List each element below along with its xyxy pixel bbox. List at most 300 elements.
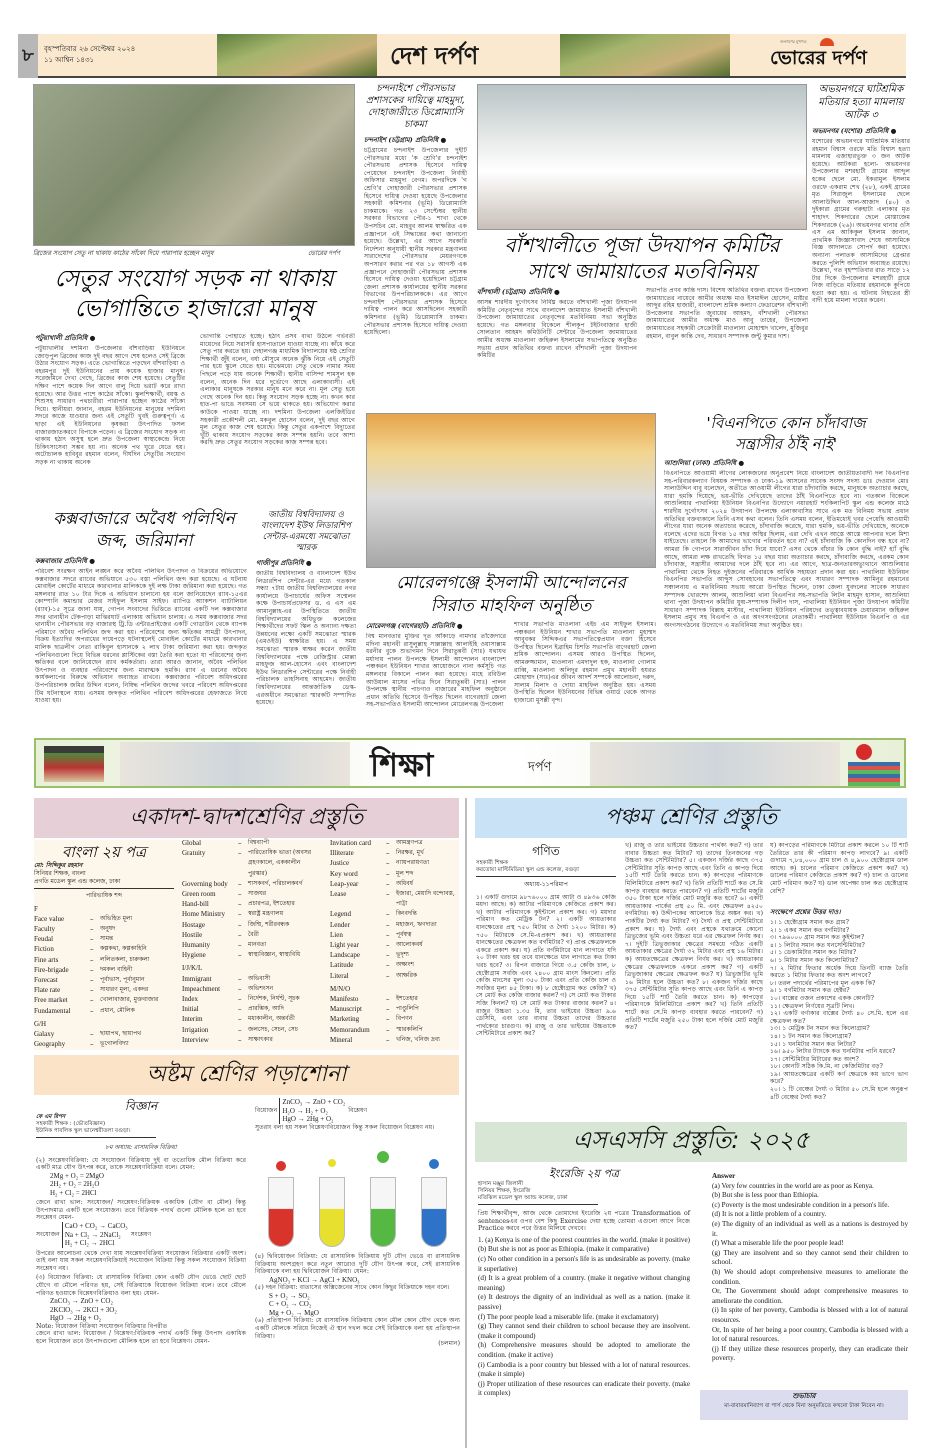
vocab-meaning: ছায়াপথ, ছায়াপথ [100, 1030, 142, 1038]
short-question: ২০। ১ টি বেঞ্চের দৈর্ঘ্য ৩ মিটার ৫০ সে.মি হলে অনুরূপ ৪টি বেঞ্চের দৈর্ঘ্য কত? [770, 1086, 908, 1101]
morrelganj-col-1 [366, 620, 506, 733]
class8-eq2-label: সংযোজন [36, 1231, 60, 1239]
equation: HgO → 2Hg + O₂ [282, 1115, 334, 1123]
vocab-term: Faculty [34, 925, 55, 933]
vocab-dash: – [386, 1035, 390, 1044]
class5-short-questions [770, 919, 908, 1101]
vocab-dash: – [238, 1035, 242, 1044]
coxsbazar-headline[interactable] [33, 508, 255, 552]
vocab-dash: – [90, 1040, 94, 1049]
ssc-answer: (a) Very few countries in the world are as poor as Kenya. [712, 1181, 874, 1190]
equation: HgO → 2Hg + O₂ [50, 1314, 102, 1323]
morrelganj-headline[interactable] [366, 572, 656, 618]
class8-subject: বিজ্ঞান [124, 1099, 158, 1113]
vocab-term: G/H [34, 1019, 47, 1028]
ssc-question: (i) Cambodia is a poor country but blessed with a lot of natural resources. (make it simple) [478, 1360, 690, 1379]
equation: S + O₂ → SO₂ [269, 1291, 310, 1300]
bridge-headline[interactable] [33, 264, 355, 324]
vocab-term: Landscape [330, 951, 360, 960]
short-question: ৩। ৭৯৬০০০ গ্রাম সমান কত কুইন্টাল? [770, 934, 865, 942]
vocab-row [330, 869, 460, 879]
short-question: ১৭। সেন্টিমিটার মিটারের কত অংশ? [770, 1055, 859, 1063]
vocab-row [182, 950, 317, 960]
vocab-term: Humanity [182, 941, 210, 950]
vocab-meaning: নিরক্ষর, মূর্খ [396, 849, 424, 857]
vocab-row [34, 924, 174, 934]
vocab-meaning: ইশতেহার [396, 995, 418, 1003]
class11-12-author-name: মো: সিদ্দিকুর রহমান [34, 862, 83, 869]
vocab-term: Index [182, 995, 198, 1004]
students-photo-right [590, 742, 840, 786]
vocab-meaning: আক্ষরিক [396, 971, 418, 979]
bridge-headline-line1: সেতুর সংযোগ সড়ক না থাকায় [54, 266, 334, 292]
class8-para-1: (২) সংশ্লেষণবিক্রিয়া: যে সংযোজন বিক্রিয়ায় দুই বা ততোধিক মৌল বিক্রিয়া করে একটি মাত্র যৌগ উৎপন্ন করে, তাকে সংশ্লেষণবিক্রিয়া বলে। যেমন: [36, 1156, 246, 1172]
vocab-row [330, 971, 460, 981]
short-question: ৬। ১ মিটার সমান কত কিলোমিটার? [770, 956, 858, 964]
class5-author-role: সহকারী শিক্ষক [476, 860, 508, 866]
graduation-cap-books-icon [44, 746, 104, 782]
vocab-dash: – [386, 910, 390, 919]
vocab-row [330, 984, 460, 994]
vocab-term: Irrigation [182, 1025, 209, 1034]
class5-col-1 [476, 842, 616, 1062]
vocab-term: Feudal [34, 935, 54, 944]
ssc-answer: (d) It is not a little problem of a country. [712, 1210, 827, 1219]
vocab-dash: – [238, 849, 242, 858]
bnp-headline-line1: 'বিএনপিতে কোন চাঁদাবাজ [706, 414, 866, 432]
class8-continued: (চলমান) [438, 1340, 460, 1348]
vocab-dash: – [386, 869, 390, 878]
vocab-dash: – [238, 1015, 242, 1024]
bnp-headline-line2: সন্ত্রাসীর ঠাঁই নাই' [734, 435, 838, 453]
vocab-dash: – [90, 965, 94, 974]
vocab-term: Fine arts [34, 955, 59, 964]
vocab-dash: – [238, 984, 242, 993]
masthead-photo-right [560, 34, 730, 76]
short-question: ১২। একটি বর্গাকার বাক্সের দৈর্ঘ্য ৪০ সে.মি. হলে এর ক্ষেত্রফল কত? [770, 1010, 908, 1025]
class5-short-title: সংক্ষেপে প্রশ্নের উত্তর দাও। [770, 908, 841, 916]
morrelganj-headline-line1: মোরেলগঞ্জে ইসলামী আন্দোলনের [396, 573, 626, 593]
class8-equation-5: AgNO₃ + KCl → AgCl + KNO₃ [269, 1275, 360, 1284]
vocab-term: Leap-year [330, 879, 359, 888]
vocab-row [182, 909, 317, 919]
test-tube-yellow-icon [319, 1159, 345, 1247]
short-question: ১৪। ১ টন সমান কত কিলোগ্রাম? [770, 1032, 852, 1040]
vocab-meaning: আমন্ত্রণপত্র [396, 839, 423, 846]
brand-logo[interactable]: ভোরের দর্পণ [770, 47, 867, 69]
ssc-questions [478, 1236, 690, 1399]
vocab-dash: – [90, 945, 94, 954]
abhaynagar-body: যশোরের অভয়নগরে ঘাটশ্রমিক মতিয়ার রহমান বিশ্বাস ওরফে মতি বিশ্বাস হত্যা মামলায় এজাহারভুক্ত ৩ জন আটক হয়েছে। আটকরা হলো- অভয়নগর উপজেলার মশরহাটী গ্রামের আব্দুল হকের ছেলে মো. ইকরামুল ইসলাম ওরফে একরাম শেখ (২৮), একই গ্রামের মৃত সিরাজুল ইসলামের ছেলে আলাউদ্দিন আল-আজাদ (৪০) ও দুইকারা গ্রামের গরুহাটা এলাকার মৃত শাহাদৎ শিকদারের ছেলে মোস্তাজেম শিকদারকে (২৬)। অভয়নগর থানার ওসি এস এম আকিকুল ইসলাম জানান, প্রাথমিক জিজ্ঞাসাবাদ শেষে আসামিকে বিজ্ঞ আদালতে সোপর্দ করা হয়েছে। অন্যান্য পলাতক আসামিদের গ্রেপ্তার করতে পুলিশি অভিযান অব্যাহত রয়েছে। উল্লেখ্য, গত বৃহস্পতিবার রাত সাড়ে ১২ টার দিকে উপজেলার মশরহাটী গ্রামে নিজ বাড়িতে মতিয়ার রহমানকে কুপিয়ে হত্যা করা হয়। এ ঘটনায় নিহতের স্ত্রী বাদী হয়ে মামলা দায়ের করেন। [812, 138, 910, 305]
vocab-term: Interview [182, 1035, 209, 1044]
ssc-question: (f) The poor people lead a miserable life. (make it exclamatory) [478, 1312, 659, 1321]
vocab-dash: – [386, 1005, 390, 1014]
short-question: ২। ১ একর সমান কত বর্গমিটার? [770, 926, 850, 934]
ssc-question: (e) It destroys the dignity of an individual as well as a nation. (make it passive) [478, 1293, 690, 1311]
vocab-meaning: সামন্ত [100, 935, 114, 943]
test-tube-green-icon [370, 1151, 396, 1247]
vocab-term: Flate rate [34, 986, 61, 995]
vocab-meaning: সাধারণ মূল্য, একদর [100, 986, 149, 994]
ssc-answer-title: Answer [712, 1172, 736, 1180]
books-stack-icon [848, 762, 900, 786]
ssc-author-role: সিনিয়র শিক্ষক, ইংরেজি [478, 1188, 531, 1194]
ssc-answer: (h) We should adopt comprehensive measures to ameliorate the condition. [712, 1267, 908, 1286]
vocab-dash: – [90, 996, 94, 1005]
vocab-row [34, 914, 174, 924]
vocab-term: Hygiene [182, 951, 206, 960]
vocab-term: Mineral [330, 1035, 353, 1044]
chandanaish-headline[interactable]: চন্দনাইশে পৌরসভার প্রশাসকের দায়িত্বে মাহমুদা, দোহাজারীতে ডিপ্লোম্যাসি চাকমা [365, 83, 466, 130]
vocab-meaning: প্রচারপত্র, ইশতেহার [248, 900, 295, 908]
vocab-column-2 [182, 838, 317, 1045]
bridge-body-2: ভোগান্তি পোহাতে হচ্ছে। হঠাৎ প্রসব ব্যথা উঠলে গর্ভবতী মায়েদের নিয়ে সরাসরি হাসপাতালে যাওয়া যাচ্ছে না। কাঁধে করে সেতু পার করতে হয়। দেহালগঞ্জ মাধ্যমিক বিদ্যালয়ের ষষ্ঠ শ্রেণির শিক্ষার্থী জুঁই বলেন, বর্ষা মৌসুমে অনেক ঝুঁকি নিয়ে এই সেতুটি পার হয়ে স্কুলে যেতে হয়। মাঝেমধ্যে সেতু থেকে নামার সময় পিছলে পড়ে যায় অনেক শিক্ষার্থী। স্থানীয় বাসিন্দা শামসুল হক বলেন, অনেক দিন ধরে দুর্ভোগে আছে এলাকাবাসী। এই এলাকার মানুষকে সরকার মানুষ মনে করে না। মূল সেতু হয়ে গেছে অনেক দিন হয়। কিন্তু সংযোগ সড়ক হচ্ছে না। কখন কার হাত-পা ভাঙে সবসময় সে ভয়ে থাকতে হয়। অভিযোগ করার কাউকে পাওয়া যাচ্ছে না। দশমিনা উপজেলা এলজিইডির সহকারী প্রকৌশলী মো. মকবুল হোসেন বলেন, দুই বছর আগে মূল সেতুর কাজ শেষ হয়েছে। কিন্তু সেতুর একপাশে বিদ্যুতের খুঁটি থাকায় সংযোগ সড়কের কাজ সম্পন্ন হয়নি। তবে আশা করছি দ্রুত সেতুর সংযোগ সড়কের কাজ সম্পন্ন হবে। [200, 333, 355, 447]
class8-note-2: Note: বিয়োজন বিক্রিয়া সংযোজন বিক্রিয়ার বিপরীত [36, 1322, 168, 1330]
vocab-meaning: মানবতা [248, 941, 267, 949]
ssc-author-school: মতিঝিল মডেল স্কুল অ্যান্ড কলেজ, ঢাকা [478, 1195, 598, 1205]
section-divider [465, 798, 467, 1448]
ssc-answer: (e) The dignity of an individual as well as a nations is destroyed by it. [712, 1219, 908, 1238]
ssc-answer: (g) They are insolvent and so they cannot send their children to school. [712, 1248, 908, 1267]
vocab-list-title: পারিভাষিক শব্দ [86, 892, 122, 899]
bridge-body-1: পটুয়াখালীর দশমিনা উপজেলার বাঁশবাড়িয়া ইউনিয়নে জোড়পুল ব্রিজের কাজ দুই বছর আগে শেষ হলেও সেই ব্রিজে উঠার সংযোগ সড়ক। এতে ভোগান্তিতে পড়ছেন বাঁশবাড়িয়া ও বহরমপুর দুই ইউনিয়নের প্রায় কয়েক হাজার মানুষ। সরেজমিনে দেখা গেছে, ব্রিজের কাজ শেষ হয়েছে। সেতুটির দক্ষিণ পাশে কয়েক দিন আগে বালু দিয়ে ভরাট করে রাখা হয়েছে। আর উত্তর পাশে কাঠের সাঁকো। স্কুলশিক্ষার্থী, বয়স্ক ও শিশুসহ সাধারণ পথচারীরা পারাপার হচ্ছেন কাঠের সাঁকো দিয়ে। স্থানীয়রা জানান, বহরম ইউনিয়নের মানুষের দশমিনা সদরে কাজে যাওয়ার জন্য এই সেতুটি খুবই গুরুত্বপূর্ণ। এ ছাড়া এই ইউনিয়নের কৃষকরা উৎপাদিত ফসল বাজারজাতকরণে বিপাকে পড়েন। এ ব্রিজের সংযোগ সড়ক না থাকায় হঠাৎ অসুস্থ হলে দ্রুত উপজেলা স্বাস্থ্যকেন্দ্রে নিয়ে চিকিৎসাসেবা সম্ভব হয় না। অনেক পথ ঘুরে যেতে হয়। অটোচালক হাবিবুর রহমান বলেন, দীর্ঘদিন সেতুটির সংযোগ সড়ক না থাকায় অনেক [35, 345, 185, 466]
bridge-col-2 [200, 333, 355, 463]
vocab-row [34, 965, 174, 975]
vocab-dash: – [386, 951, 390, 960]
ssc-question: (h) Comprehensive measures should be adopted to ameliorate the condition. (make it active) [478, 1341, 690, 1359]
tip-box [700, 1390, 908, 1420]
short-question: ৫। ১ ডেকামিটার সমান কত মিটার? [770, 949, 857, 957]
vocab-term: Interim [182, 1015, 203, 1024]
masthead-photo-left [217, 34, 377, 76]
class8-note-1: জেনে রাখা ভাল: সংযোজন/ সংশ্লেষণ:বিক্রিয়ক একাধিক (যৌগ বা মৌল) কিন্তু উৎপাদমাত্র একটি হলে সংযোজন। তবে বিক্রিয়ক পদার্থ গুলো মৌলিক হলে তা হবে সংশ্লেষণ যেমন- [36, 1199, 246, 1222]
vocab-dash: – [238, 1005, 242, 1014]
morrelganj-headline-line2: সিরাত মাহফিল অনুষ্ঠিত [430, 596, 592, 616]
vocab-term: Lease [330, 890, 347, 899]
class5-questions-1: ১। একটি গুদামে ৯৮৭৬০০০ গ্রাম আটা ও ৪৯৩৬ কেজি ময়দা আছে। ক) আটার পরিমাণকে কেজিতে প্রকাশ কর। খ) আটার পরিমাণকে কুইন্টালে প্রকাশ কর। গ) ময়দার পরিমাণ কত মেট্রিক টন? ২। একটি আয়তাকার ধানক্ষেতের প্রস্থ ৭৫০ মিটার ও দৈর্ঘ্য ১২০০ মিটার। ক) ৭৫০ মিটারকে সে.মি-এপ্রকাশ কর। খ) আয়তাকার ধানক্ষেতের ক্ষেত্রফল কত বর্গমিটার? গ) প্রাপ্ত ক্ষেত্রফলকে একরে প্রকাশ কর। ঘ) প্রতি বর্গমিটারে ধান লাগাতে যদি ২০ টাকা খরচ হয় তবে ধানক্ষেতে ধান লাগাতে কত টাকা খরচ হবে? ৩। রিপন বাজারে গিয়ে ৩.৫ কেজি চাল, ৮ হেক্টোগ্রাম সবজি এবং ২৪০০ গ্রাম মাংস কিনলো। প্রতি কেজি মাংসের মূল্য ৩৫০ টাকা এবং প্রতি কেজি চাল ও সবজির মূল্য ৪৫ টাকা। ক) ৮ হেক্টোগ্রাম কত কেজি? খ) সে মোট কত কেজি বাজার করল? গ) সে মোট কত টাকার সব্জি কিনল? ঘ) সে মোট কত টাকার বাজার করল? ৪। রাজুর উচ্চতা ১.৩৫ মি, তার ভাইয়ের উচ্চতা ৯.৬ ডেসিমি, এবং তার বাবার উচ্চতা তাদের উচ্চতার পার্থক্যের চারগুণ। ক) রাজু ও তার ভাইয়ের উচ্চতাকে সেন্টিমিটারে প্রকাশ কর? [476, 893, 616, 1038]
ssc-heading: এসএসসি প্রস্তুতি: ২০২৫ [475, 1122, 907, 1162]
vocab-row [182, 1035, 317, 1045]
bridge-photo [33, 84, 355, 246]
class5-questions-3: ঘ) কাপড়ের পরিমাণকে মিটারে প্রকাশ করলে ১০ টি শার্ট তৈরিতে তার কী পরিমাণ কাপড় লাগবে? ৯। একটি গুদামে ৭,৮৪,০০০ গ্রাম চাল ও ৪,৯০০ হেক্টোগ্রাম ডাল আছে। ক) চালের পরিমাণ কেজিতে প্রকাশ কর? খ) ডালের পরিমাণ কেজিতে প্রকাশ কর? গ) চাল ও ডালের মোট পরিমাণ কত? ঘ) ডাল অপেক্ষা চাল কত হেক্টোগ্রাম বেশি? [770, 842, 908, 895]
university-headline[interactable]: জাতীয় বিশ্ববিদ্যালয় ও বাংলাদেশ ইউথ লিডারশিপ সেন্টার-এরমধ্যে সমঝোতা স্মারক [261, 510, 351, 553]
bridge-col-1 [35, 332, 185, 475]
vocab-term: Free market [34, 996, 68, 1005]
ssc-question: (j) Proper utilization of these resources can eradicate their poverty. (make it complex) [478, 1379, 690, 1398]
vocab-term: Home Ministry [182, 910, 225, 919]
vocab-term: Fire-brigade [34, 965, 69, 974]
banshkhali-body-2: সভাপতি প্রণব কান্তি দাস। বিশেষ অতিথির বক্তব্য রাখেন উপজেলা জামায়াতের নায়েবে আমীর অধ্যক্ষ মাও ইসমাঈল হোসেন, মাষ্টার আব্দুর রহিম হাজারী, বাংলাদেশ শ্রমিক কল্যাণ ফেডারেশন বাঁশখালী উপজেলার সভাপতি জুবায়ের আহমদ, বাঁশখালী পৌরসভা জামায়াতের আমীর অধ্যক্ষ মাও আবু তাহের, উপজেলা জামায়াতের সহকারী সেক্রেটারী মাওলানা মোহাম্মদ খালেদ, মুজিবুর রহমান, বাবুল কান্তি দেব, সাধারণ সম্পাদক জন্টু কুমার দাশ। [646, 287, 808, 340]
vocab-row [182, 848, 317, 879]
morrelganj-col-2 [514, 621, 656, 723]
vocab-term: Illiterate [330, 849, 354, 858]
vocab-dash: – [386, 971, 390, 980]
university-article [256, 510, 356, 738]
coxsbazar-body: পরিবেশ সংরক্ষণ আইন লঙ্ঘন করে অবৈধ পলিথিন উৎপাদন ও বিক্রয়ের অভিযোগে কক্সবাজার সদরে র‍্যাবের অভিযানে ৫৩০ বস্তা পলিথিন জব্দ করা হয়েছে। এ ঘটনায় মোবাইল কোর্টের মাধ্যমে কারখানার মালিককে দুই লক্ষ টাকা জরিমানা করা হয়েছে। গত মঙ্গলবার রাত ১০ টার দিকে এ অভিযান চালানো হয় বলে জানিয়েছেন র‍্যাব-১৫এর কোম্পানি কমান্ডার মেজর সাইফুল ইসলাম সাইফ। র‍্যাপিড অ্যাকশন ব্যাটালিয়ন (র‍্যাব)-১৫ সূত্রে জানা যায়, গোপন সংবাদের ভিত্তিতে র‍্যাবের একটি দল কক্সবাজার সদর থানাধীন টেকপাড়া মাঝিরঘাট এলাকায় অভিযান চালায়। এ সময় কক্সবাজার সদর থানাধীন পৌরসভার বড় বাজারস্থ ট্রি.ডি এন্টারপ্রাইজের একটি গোডাউন থেকে ব্যাপক পরিমাণে অবৈধ পলিথিন জব্দ করা হয়। পরিবেশের জন্য ক্ষতিকর সামগ্রী উৎপাদন, বিক্রয় ইত্যাদির অপরাধের দায়েপড়ে ঘটনাস্থলেই মোবাইল কোর্টের মাধ্যমে কারখানার মালিক ছাত্রলীগ নেতা রাকিবুল হাসানকে ২ লাখ টাকা জরিমানা করা হয়। জব্দকৃত পলিথিনগুলো দিয়ে বিভিন্ন ধরনের প্লাস্টিকের বস্তা তৈরি করা হতো যা পরিবেশের জন্য ক্ষতিকর বলে জানিয়েছেন র‍্যাব কর্মকর্তারা। তারা আরও জানান, অবৈধ পলিথিন উৎপাদন ও ব্যবহার পরিবেশের জন্য মারাত্মক হুমকি। র‍্যাব এ ধরনের অবৈধ কার্যকলাপের বিরুদ্ধে অভিযান অব্যাহত রাখবে। কক্সবাজার পরিবেশ অধিদপ্তরের উপপরিচালক জমির উদ্দিন বলেন, নিষিদ্ধ পলিথিন জব্দের খবরে পরিবেশ অধিদপ্তরের টিম ঘটনাস্থলে যায়। এসময় জব্দকৃত পলিথিন পরিবেশ অধিদপ্তরের হেফাজতে নিয়ে যাওয়া হয়। [35, 568, 247, 705]
date-bengali: ১১ আশ্বিন ১৪৩১ [44, 56, 95, 64]
equation: 2Mg + O₂ = 2MgO [50, 1171, 104, 1180]
vocab-row [330, 848, 460, 858]
vocab-row [330, 879, 460, 889]
vocab-meaning: অভিবাসী [248, 974, 271, 982]
vocab-term: Gratuity [182, 849, 206, 858]
equation: Mg + O₂ → MgO [269, 1308, 319, 1317]
chandanaish-article [364, 83, 467, 412]
ssc-answer: (i) In spite of her poverty, Cambodia is blessed with a lot of natural resources. [712, 1306, 908, 1324]
short-question: ১০। বাক্সের ওজন প্রকাশের একক কোনটি? [770, 994, 874, 1002]
vocab-meaning: পূর্বস্বত্ব [396, 930, 412, 938]
class8-equations-6 [255, 1292, 460, 1318]
vocab-meaning: মধ্যকালীন, অন্তর্বর্তী [248, 1015, 295, 1023]
ssc-col-1 [478, 1166, 690, 1399]
vocab-dash: – [238, 941, 242, 950]
vocab-row [34, 985, 174, 995]
vocab-term: Literal [330, 971, 349, 980]
class8-equations-2-block [36, 1222, 246, 1248]
vocab-term: Hostage [182, 920, 205, 929]
vocab-row [330, 960, 460, 970]
class11-12-author-school: প্রগতি মডেল স্কুল এন্ড কলেজ, ঢাকা [34, 878, 174, 889]
vocab-meaning: সাজঘর [248, 890, 267, 898]
vocab-term: Impeachment [182, 984, 221, 993]
equation: C + O₂ → CO₂ [269, 1300, 312, 1309]
vocab-term: Light year [330, 941, 359, 950]
vocab-meaning: মহাজন, ঋণদাতা [396, 920, 437, 928]
vocab-dash: – [238, 839, 242, 847]
equation: H₂ + Cl₂ = 2HCl [50, 1188, 97, 1197]
short-question: ৪। ১ লিটার সমান কত ঘনসেন্টিমিটার? [770, 941, 865, 949]
vocab-meaning: ভূগোলবিদ্যা [100, 1040, 129, 1048]
vocab-meaning: কল্পকথা, কল্পকাহিনি [100, 945, 147, 953]
coxsbazar-byline: কক্সবাজার প্রতিনিধি ● [35, 557, 95, 565]
vocab-dash: – [90, 955, 94, 964]
bnp-headline[interactable] [662, 413, 910, 455]
vocab-meaning: পারিতোষিক ভাতা (অবসর গ্রহণকালে, এককালীন পুরস্কার) [248, 849, 312, 877]
class5-subject: গণিত [532, 844, 560, 858]
class8-author-role: সহকারী শিক্ষক : (ভৌতবিজ্ঞান) [36, 1121, 106, 1127]
vocab-dash: – [90, 1006, 94, 1015]
vocab-row [34, 975, 174, 985]
vocab-dash: – [90, 935, 94, 944]
vocab-row [182, 920, 317, 930]
class8-para-4: সুতরাং বলা হয় সকল বিশ্লেষণবিয়োজন কিন্তু সকল বিয়োজন বিশ্লেষণ নয়। [255, 1123, 435, 1131]
class8-author-school: ইউনিক পাবলিক স্কুল ভানেশ্বরীতলা বগুড়া। [36, 1128, 156, 1138]
vocab-meaning: অনুষদ [100, 925, 116, 932]
short-question: ১৮। কোনটি সঠিক কি.মি. না কেজিমিটার বড়? [770, 1063, 883, 1071]
bnp-byline: আশুলিয়া (ঢাকা) প্রতিনিধি ● [664, 459, 745, 467]
ssc-answer: (c) Poverty is the most undesirable condition in a person's life. [712, 1200, 890, 1209]
vocab-term: Face value [34, 914, 65, 923]
vocab-meaning: ভূদৃশ্য [396, 951, 409, 959]
class8-author-name: কে এম রিপন [36, 1114, 66, 1120]
vocab-term: Galaxy [34, 1030, 55, 1039]
vocab-term: Lender [330, 920, 350, 929]
coxsbazar-article [35, 555, 247, 736]
vocab-dash: – [238, 900, 242, 909]
university-body: জাতীয় বিশ্ববিদ্যালয় ও বাংলাদেশ ইউথ লিডারশিপ সেন্টার-এর মধ্যে গতকাল সন্ধ্যা ৭টায় জাতীয় বিশ্ববিদ্যালয়ের নগর কার্যালয়ে উপাচার্যের অফিস সম্মেলন কক্ষে উপাচার্যপ্রফেসর ড. এ এস এম আমানুল্লাহ-এর উপস্থিতিতে জাতীয় বিশ্ববিদ্যালয়ের অধিভুক্ত কলেজের শিক্ষার্থীদের সফট স্কিল ও অন্যান্য দক্ষতা উন্নয়নের লক্ষ্যে একটি সমঝোতা স্মারক (এমওইউ) স্বাক্ষরিত হয়। এ সময় সমঝোতা স্মারক স্বাক্ষর করেন জাতীয় বিশ্ববিদ্যালয়ের পক্ষে রেজিস্ট্রার মোল্লা মাহফুজ আল-হোসেন এবং বাংলাদেশ ইউথ লিডারশিপ সেন্টারের পক্ষে নির্বাহী পরিচালক তাহসিনাহ আহমেদ। জাতীয় বিশ্ববিদ্যালয়ের আন্তর্জাতিক ডেস্ক-এরঅধীনে সমঝোতা স্মারকটি সম্পাদিত হয়েছে। [256, 570, 356, 707]
vocab-meaning: স্বাস্থ্যবিজ্ঞান, স্বাস্থ্যবিধি [248, 951, 301, 959]
vocab-dash: – [386, 849, 390, 858]
vocab-dash: – [238, 920, 242, 929]
short-question: ১৫। ১ ঘনমিটার সমান কত লিটার? [770, 1040, 856, 1048]
vocab-term: Hand-bill [182, 900, 209, 909]
vocab-dash: – [238, 974, 242, 983]
ssc-answer: Or, In spite of her being a poor country, Cambodia is blessed with a lot of natural resources. [712, 1325, 908, 1344]
vocab-row [182, 1014, 317, 1024]
abhaynagar-article [812, 83, 910, 402]
vocab-row [34, 904, 174, 914]
abhaynagar-headline[interactable]: অভয়নগরে ঘাটশ্রমিক মতিয়ার হত্যা মামলায় আটক ৩ [818, 84, 904, 121]
vocab-row [34, 1006, 174, 1016]
vocab-dash: – [386, 920, 390, 929]
ssc-col-2 [712, 1166, 908, 1364]
ssc-question: (d) It is a great problem of a country. (make it negative without changing meaning) [478, 1274, 690, 1292]
short-question: ৭। ২ মিটার ফিতার অর্ধেক দিয়ে তিনটি ব্যাজ তৈরি করতে ১ মিটার ফিতার কত অংশ লাগবে? [770, 964, 908, 980]
class8-col-1 [36, 1098, 246, 1345]
ssc-subject: ইংরেজি ২য় পত্র [548, 1167, 620, 1180]
vocab-term: M/N/O [330, 984, 351, 993]
class8-equations-3 [36, 1297, 246, 1323]
vocab-row [330, 920, 460, 930]
vocab-meaning: মূল শব্দ [396, 869, 414, 877]
class8-equations-4-block [255, 1098, 460, 1124]
vocab-term: Initial [182, 1005, 199, 1014]
class8-equations-4 [279, 1098, 345, 1124]
class8-para-7: (৬) প্রতিস্থাপন বিক্রিয়া: যে রাসায়নিক বিক্রিয়ায় কোন মৌল কোন যৌগ থেকে অন্য একটি মৌলকে সরিয়ে নিজেই ঐ স্থান দখল করে সেই বিক্রিয়াকে বলা হয় প্রতিস্থাপন বিক্রিয়া। [255, 1317, 460, 1340]
class5-chapter: অধ্যায়-১১পরিমাপ [524, 881, 568, 888]
university-byline: গাজীপুর প্রতিনিধি ● [256, 559, 312, 567]
vocab-meaning: স্মারকলিপি [396, 1025, 423, 1033]
vocab-meaning: জিম্মি, শরীরবন্ধক [248, 920, 290, 928]
class5-author-school: করতোয়া মাল্টিমিডিয়া স্কুল এন্ড কলেজ, বগুড়া [476, 867, 616, 877]
vocab-term: Hostile [182, 930, 203, 939]
vocab-row [182, 940, 317, 950]
class8-para-2: উপরের আলোচনা থেকে দেখা যায় সংশ্লেষণবিক্রিয়া সংযোজন বিক্রিয়ার একটি অংশ। তাই বলা যায় সকল সংশ্লেষণবিক্রিয়াই সংযোজন বিক্রিয়া কিন্তু সকল সংযোজন বিক্রিয়া সংশ্লেষণ নয়। [36, 1249, 246, 1272]
banshkhali-byline: বাঁশখালী (চট্টগ্রাম) প্রতিনিধি ● [477, 288, 560, 296]
vocab-dash: – [90, 914, 94, 923]
vocab-meaning: ইজারা, মেয়াদি বন্দোবস্ত, পাট্টা [396, 890, 455, 908]
bnp-article [664, 457, 909, 735]
vocab-meaning: প্রধান, মৌলিক [100, 1006, 135, 1014]
class8-para-3: (৩) বিয়োজন বিক্রিয়া: যে রাসায়নিক বিক্রিয়া কোন একটি যৌগ ভেঙে ছোট ছোট যৌগে বা মৌলে পরিণত হয়, সেই বিক্রিয়াকে বিয়োজন বিক্রিয়া বলে। তবে মৌলে পরিণত হওয়াকে বিশ্লেষণবিক্রিয়াও বলা হয়। যেমন- [36, 1274, 246, 1297]
equation: H₂O → H₂ + O₂ [282, 1106, 328, 1115]
equation: Na + Cl₂ → 2NaCl₂ [64, 1230, 121, 1239]
banshkhali-headline[interactable] [477, 232, 807, 284]
vocab-meaning: অভিহিত মূল্য [100, 914, 133, 922]
vocab-meaning: বিপণন [396, 1015, 413, 1023]
ssc-question: (b) But she is not as poor as Ethiopia. (make it comparative) [478, 1245, 649, 1254]
vocab-row [182, 838, 317, 848]
equation: 2H₂ + O₂ = 2H₂O [50, 1180, 100, 1189]
short-question: ১১। ক্ষেত্রফল নির্ণয়ের সূত্রটি লিখ। [770, 1002, 855, 1010]
date-block [44, 44, 135, 66]
class8-heading: অষ্টম শ্রেণির পড়াশোনা [34, 1055, 459, 1095]
vocab-meaning: খনিজ, খনিজ দ্রব্য [396, 1035, 440, 1043]
vocab-dash: – [238, 910, 242, 919]
short-question: ৯। ১ বর্গমিটার সমান কত হেক্টর? [770, 987, 850, 995]
short-question: ১৯। আয়তক্ষেত্রের একটি কর্ণ ক্ষেত্রকে কয় ভাগে ভাগ করে? [770, 1070, 908, 1086]
class5-col-3 [770, 842, 908, 1101]
vocab-row [182, 899, 317, 909]
education-subtitle: দর্পণ [528, 760, 552, 775]
banshkhali-body-1: আসন্ন শারদীয় দুর্গোৎসব নির্বিঘ্ন করতে বাঁশখালী পূজা উদযাপন কমিটির নেতৃবৃন্দের সাথে বাংলাদেশ জামায়াত ইসলামী বাঁশখালী উপজেলা জামায়াতের নেতৃবৃন্দের মতবিনিময় সভা অনুষ্ঠিত হয়েছে। গত মঙ্গলবার বিকেলে শীলকূপ টইটংবাজার হাজী সোলতান আহমদ কমিউনিটি সেন্টারে উপজেলা জামায়াতের আমীর অধ্যক্ষ মাওলানা জহিরুল ইসলামের সভাপতিত্বে অনুষ্ঠিত সভায় প্রধান অতিথির বক্তব্য রাখেন বাঁশখালী পূজা উদযাপন কমিটির [477, 299, 637, 360]
ssc-answer: Or, The Government should adopt comprehensive measures to ameliorate the condition. [712, 1287, 908, 1305]
vocab-meaning: অক্ষাংশ [396, 961, 414, 969]
vocab-row [330, 1004, 460, 1014]
vocab-row [182, 963, 317, 973]
morrelganj-body-1: বিশ্ব মানবতার মুক্তির দূত আঁকাড়ে নামদার তাঁজেদারে মদিনা মহানবী রাসুলুল্লাহ সাল্লাল্লাহু আলাইহি ওয়াসাল্লাম ধরনীর বুকে শুভাগমন দিনে সিরাতুন্নবী (সাঃ) যথাযথ মর্যাদায় পালন উপলক্ষে ইসলামী আন্দোলন বাংলাদেশ পঞ্চকরন ইউনিয়ন শাখার আয়োজনে নানা কর্মসূচি গত মঙ্গলবার বিকালে পালন করা হয়েছে। মাহে রবিউল আউয়াল মাসের পবিত্র দিনে সিরাতুন্নবী (সাঃ) পালন উপলক্ষে স্থানীয় পাচগাও বাজারের মাহফিল অনুষ্ঠানে প্রধান অতিথি হিসেবে উপস্থিত ছিলেন বাগেরহাট জেলা সহ-সভাপতিও ইসলামী আন্দোলন মোরেলগঞ্জ উপজেলা [366, 633, 506, 709]
class11-12-left [34, 842, 174, 1049]
vocab-row [330, 858, 460, 868]
vocab-row [330, 1025, 460, 1035]
class8-equations-2 [62, 1222, 128, 1248]
vocab-meaning: নির্দেশক, নির্ঘণ্ট, সূচক [248, 995, 300, 1003]
banshkhali-col-1 [477, 286, 637, 409]
vocab-row [34, 934, 174, 944]
vocab-row [182, 994, 317, 1004]
vocab-dash: – [90, 1030, 94, 1039]
education-title: শিক্ষা [370, 746, 434, 784]
vocab-dash: – [386, 890, 390, 899]
page-number: ৮ [18, 34, 38, 78]
vocab-dash: – [386, 839, 390, 847]
vocab-column-1 [34, 904, 174, 1050]
vocab-dash: – [90, 986, 94, 995]
class8-eq4-label: বিয়োজন [255, 1106, 278, 1114]
vocab-dash: – [238, 1025, 242, 1034]
vocab-dash: – [238, 879, 242, 888]
ssc-intro: প্রিয় শিক্ষার্থীবৃন্দ, আজ থেকে তোমাদের ইংরেজি ২য় পত্রের Transformation of sentencesএর ওপর বেশ কিছু Exercise দেয়া হচ্ছে তোমরা এগুলো আগে নিজে Practice করবে পরে উত্তর মিলিয়ে দেখবে। [478, 1210, 690, 1233]
ssc-question: (c) No other condition in a person's life is as undesirable as poverty. (make it superlative) [478, 1254, 690, 1273]
vocab-term: I/J/K/L [182, 964, 203, 973]
class8-equations-1 [36, 1172, 246, 1198]
ssc-question: 1. (a) Kenya is one of the poorest countries in the world. (make it positive) [478, 1235, 690, 1244]
equation: CaO + CO₂ → CaCO₃ [64, 1222, 128, 1231]
vocab-meaning: প্রারম্ভিক, আদি [248, 1005, 284, 1013]
vocab-row [330, 909, 460, 919]
vocab-term: Memorandum [330, 1025, 370, 1034]
vocab-dash: – [90, 925, 94, 933]
vocab-term: Invitation card [330, 839, 372, 847]
section-title: দেশ দর্পণ [390, 42, 479, 70]
vocab-term: Legend [330, 910, 351, 919]
tip-text: মা-বাবারমানিব্যাগ বা পার্স থেকে বিনা অনুমতিতে কখনো টাকা নিবেন না। [724, 1403, 884, 1409]
brand-tagline: জনগণের মুখপত্র [780, 39, 807, 44]
vocab-dash: – [386, 1015, 390, 1024]
vocab-row [330, 1035, 460, 1045]
short-question: ১৩। ১ মেট্রিক টন সমান কত কিলোগ্রাম? [770, 1025, 870, 1033]
vocab-row [330, 1014, 460, 1024]
test-tubes-illustration [255, 1137, 460, 1247]
equation: ZnCO₃ → ZnO + CO₂ [50, 1297, 113, 1306]
vocab-row [330, 940, 460, 950]
short-question: ৮। তরল পদার্থের পরিমাপের মূল একক কি? [770, 979, 876, 987]
class8-note-3: জেনে রাখা ভাল: বিয়োজন / বিশ্লেষণ:বিক্রিয়ক পদার্থ একটি কিন্তু উৎপাদ একাধিক হলে বিয়োজন তবে উৎপাদগুলো মৌলিক হলে তা হবে বিশ্লেষণ। যেমন- [36, 1330, 246, 1345]
vocab-row [34, 1039, 174, 1049]
equation: ZnCO₃ → ZnO + CO₂ [282, 1098, 346, 1106]
vocab-row [34, 1029, 174, 1039]
ssc-answer: (b) But she is less poor than Ethiopia. [712, 1191, 819, 1200]
vocab-row [182, 974, 317, 984]
chandanaish-body: চট্টগ্রামের চন্দনাইশ উপজেলার দুইটি পৌরসভার মধ্যে 'ক শ্রেণি'র চন্দনাইশ পৌরসভায় প্রশাসক হিসেবে দায়িত্ব পেয়েছেন চন্দনাইশ উপজেলা নির্বাহী অফিসার মাহমুদা বেগম। অপরদিকে 'গ শ্রেণি'র দোহাজারী পৌরসভার প্রশাসক হিসেবে দায়িত্ব দেওয়া হয়েছে উপজেলার সহকারী কমিশনার (ভূমি) ডিপ্লোম্যাসি চাকমাকে। গত ২৩ সেপ্টেম্বর স্থানীয় সরকার বিভাগের পৌর-১ শাখা থেকে উপসচিব মো. মাহবুব আলম স্বাক্ষরিত এক প্রজ্ঞাপনে এই সিদ্ধান্তের কথা জানানো হয়েছে। উল্লেখ্য, এর আগে সরকারি নির্দেশনা অনুযায়ী স্থানীয় সরকার মন্ত্রণালয় সারাদেশের পৌরসভার মেয়রগণকে অপসারণ করার পর গত ১৮ আগস্ট এক প্রজ্ঞাপনে দোহাজারী পৌরসভায় প্রশাসক হিসেবে দায়িত্ব দেওয়া হয়েছিলো চট্টগ্রাম জেলা প্রশাসক কার্যালয়ের স্থানীয় সরকার বিভাগের উপপরিচালককে। এর আগে চন্দনাইশ পৌরসভার প্রশাসক হিসেবে দায়িত্ব পালন করে আসছিলেন সহকারী কমিশনার (ভূমি) ডিপ্লোম্যাসি চাকমা। পৌরসভার প্রশাসক হিসেবে দায়িত্ব দেওয়া হয়েছিলো। [364, 147, 467, 337]
vocab-term: F [34, 904, 38, 913]
vocab-meaning: কিংবদন্তি [396, 910, 417, 918]
bridge-photo-caption: ব্রিজের সংযোগ সেতু না থাকায় কাঠের সাঁকো দিয়ে পারাপার হচ্ছেন মানুষ [33, 250, 214, 257]
vocab-term: Manuscript [330, 1005, 362, 1014]
vocab-meaning: অভিশংসন [248, 984, 274, 992]
chandanaish-byline: চন্দনাইশ (চট্টগ্রাম) প্রতিনিধি ● [364, 136, 447, 144]
banshkhali-col-2 [646, 287, 808, 405]
